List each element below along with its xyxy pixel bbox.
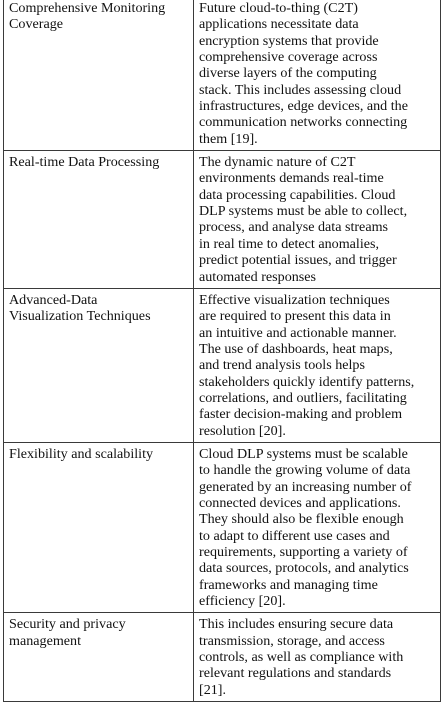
description-line: The dynamic nature of C2T bbox=[199, 154, 356, 171]
table-row bbox=[4, 613, 441, 702]
description-line: are required to present this data in bbox=[199, 308, 391, 325]
description-line: environments demands real-time bbox=[199, 170, 384, 187]
description-line: applications necessitate data bbox=[199, 16, 359, 33]
label-line: Flexibility and scalability bbox=[9, 445, 154, 462]
table-row bbox=[4, 288, 441, 442]
requirements-table-container bbox=[3, 0, 439, 702]
description-line: in real time to detect anomalies, bbox=[199, 235, 380, 252]
description-line: frameworks and managing time bbox=[199, 576, 378, 593]
label-line: Security and privacy bbox=[9, 616, 126, 633]
table-row bbox=[4, 0, 441, 151]
table-row bbox=[4, 151, 441, 289]
description-line: controls, as well as compliance with bbox=[199, 649, 404, 666]
description-line: data processing capabilities. Cloud bbox=[199, 186, 396, 203]
description-line: and trend analysis tools helps bbox=[199, 357, 365, 374]
description-line: [21]. bbox=[199, 681, 227, 698]
description-line: transmission, storage, and access bbox=[199, 632, 385, 649]
description-line: communication networks connecting bbox=[199, 114, 408, 131]
requirement-label-cell bbox=[4, 0, 194, 151]
description-line: infrastructures, edge devices, and the bbox=[199, 98, 408, 115]
description-line: to handle the growing volume of data bbox=[199, 462, 411, 479]
description-line: efficiency [20]. bbox=[199, 593, 286, 610]
description-line: faster decision-making and problem bbox=[199, 406, 403, 423]
description-line: comprehensive coverage across bbox=[199, 49, 378, 66]
requirements-table bbox=[3, 0, 441, 702]
description-line: They should also be flexible enough bbox=[199, 511, 404, 528]
description-line: correlations, and outliers, facilitating bbox=[199, 389, 407, 406]
description-line: diverse layers of the computing bbox=[199, 65, 377, 82]
description-line: This includes ensuring secure data bbox=[199, 616, 394, 633]
description-line: DLP systems must be able to collect, bbox=[199, 203, 408, 220]
label-line: management bbox=[9, 632, 82, 649]
label-line: Coverage bbox=[9, 16, 64, 33]
requirement-description-cell bbox=[194, 442, 441, 612]
label-line: Comprehensive Monitoring bbox=[9, 0, 166, 16]
description-line: Future cloud-to-thing (C2T) bbox=[199, 0, 358, 16]
description-line: requirements, supporting a variety of bbox=[199, 544, 408, 560]
description-line: generated by an increasing number of bbox=[199, 478, 412, 495]
requirement-label-cell bbox=[4, 442, 194, 612]
description-line: Cloud DLP systems must be scalable bbox=[199, 445, 408, 462]
description-line: an intuitive and actionable manner. bbox=[199, 324, 397, 341]
description-line: stakeholders quickly identify patterns, bbox=[199, 373, 415, 390]
description-line: them [19]. bbox=[199, 130, 258, 147]
requirement-description-cell bbox=[194, 0, 441, 151]
description-line: to adapt to different use cases and bbox=[199, 527, 390, 544]
description-line: automated responses bbox=[199, 268, 317, 285]
description-line: encryption systems that provide bbox=[199, 32, 379, 49]
label-line: Visualization Techniques bbox=[9, 308, 151, 325]
table-row bbox=[4, 442, 441, 612]
description-line: process, and analyse data streams bbox=[199, 219, 389, 236]
description-line: relevant regulations and standards bbox=[199, 665, 392, 682]
requirement-description-cell bbox=[194, 151, 441, 289]
requirement-label-cell bbox=[4, 151, 194, 289]
requirement-description-cell bbox=[194, 613, 441, 702]
description-line: data sources, protocols, and analytics bbox=[199, 560, 409, 577]
requirement-description-cell bbox=[194, 288, 441, 442]
label-line: Real-time Data Processing bbox=[9, 154, 160, 171]
description-line: The use of dashboards, heat maps, bbox=[199, 340, 393, 357]
requirement-label-cell bbox=[4, 613, 194, 702]
requirement-label-cell bbox=[4, 288, 194, 442]
description-line: predict potential issues, and trigger bbox=[199, 252, 397, 269]
description-line: connected devices and applications. bbox=[199, 494, 401, 511]
description-line: resolution [20]. bbox=[199, 422, 286, 439]
label-line: Advanced-Data bbox=[9, 291, 98, 308]
description-line: stack. This includes assessing cloud bbox=[199, 81, 402, 98]
description-line: Effective visualization techniques bbox=[199, 291, 390, 308]
